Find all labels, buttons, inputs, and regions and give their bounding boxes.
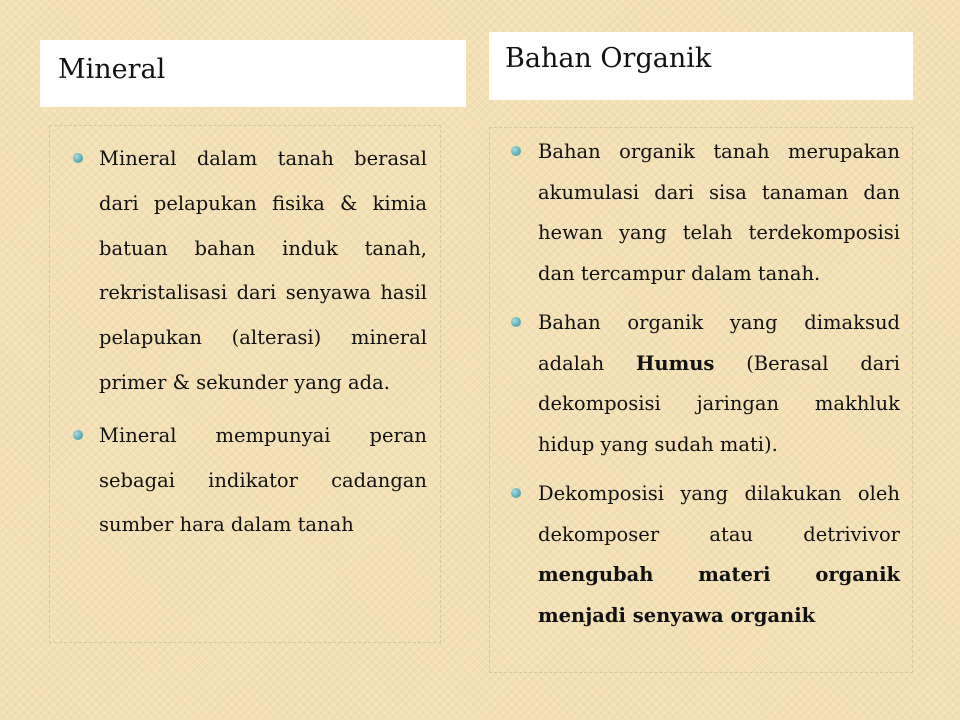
- mineral-bullet-text: Mineral dalam tanah berasal dari pelapukan fisika & kimia batuan bahan induk tanah, rekristalisasi dari senyawa hasil pelapukan (alterasi) mineral primer & sekunder yang ada.: [99, 147, 427, 394]
- bahan-organik-bullet-list: [490, 128, 912, 636]
- mineral-bullet-item: [99, 414, 427, 548]
- bahan-organik-heading-box: [489, 32, 913, 100]
- mineral-heading: Mineral: [58, 54, 166, 85]
- bullet-dot-icon: [511, 317, 521, 327]
- humus-term: Humus: [635, 351, 715, 375]
- bullet-dot-icon: [511, 488, 521, 498]
- mineral-bullet-text: Mineral mempunyai peran sebagai indikator cadangan sumber hara dalam tanah: [99, 423, 427, 537]
- bullet-dot-icon: [73, 430, 83, 440]
- bahan-organik-content-box: [489, 127, 913, 673]
- mineral-heading-box: [40, 40, 466, 107]
- mineral-bullet-item: [99, 137, 427, 406]
- mineral-content-box: [49, 125, 441, 643]
- bahan-organik-bullet-item: [538, 474, 900, 636]
- bahan-organik-bullet-text-end: (Berasal dari dekomposisi jaringan makhluk hidup yang sudah mati).: [538, 351, 900, 456]
- mineral-bullet-list: [50, 126, 440, 548]
- bahan-organik-bullet-text: Bahan organik tanah merupakan akumulasi dari sisa tanaman dan hewan yang telah terdekomposisi dan tercampur dalam tanah.: [538, 140, 900, 285]
- bullet-dot-icon: [511, 146, 521, 156]
- bahan-organik-bullet-item: [538, 303, 900, 465]
- emphasis-text: mengubah materi organik menjadi senyawa organik: [538, 563, 900, 627]
- bahan-organik-bullet-item: [538, 132, 900, 294]
- bahan-organik-heading: Bahan Organik: [505, 43, 712, 74]
- bahan-organik-bullet-text-start: Dekomposisi yang dilakukan oleh dekomposer atau detrivivor: [538, 482, 900, 546]
- bahan-organik-bullet-text-start: Bahan organik yang dimaksud adalah: [538, 311, 900, 375]
- bullet-dot-icon: [73, 153, 83, 163]
